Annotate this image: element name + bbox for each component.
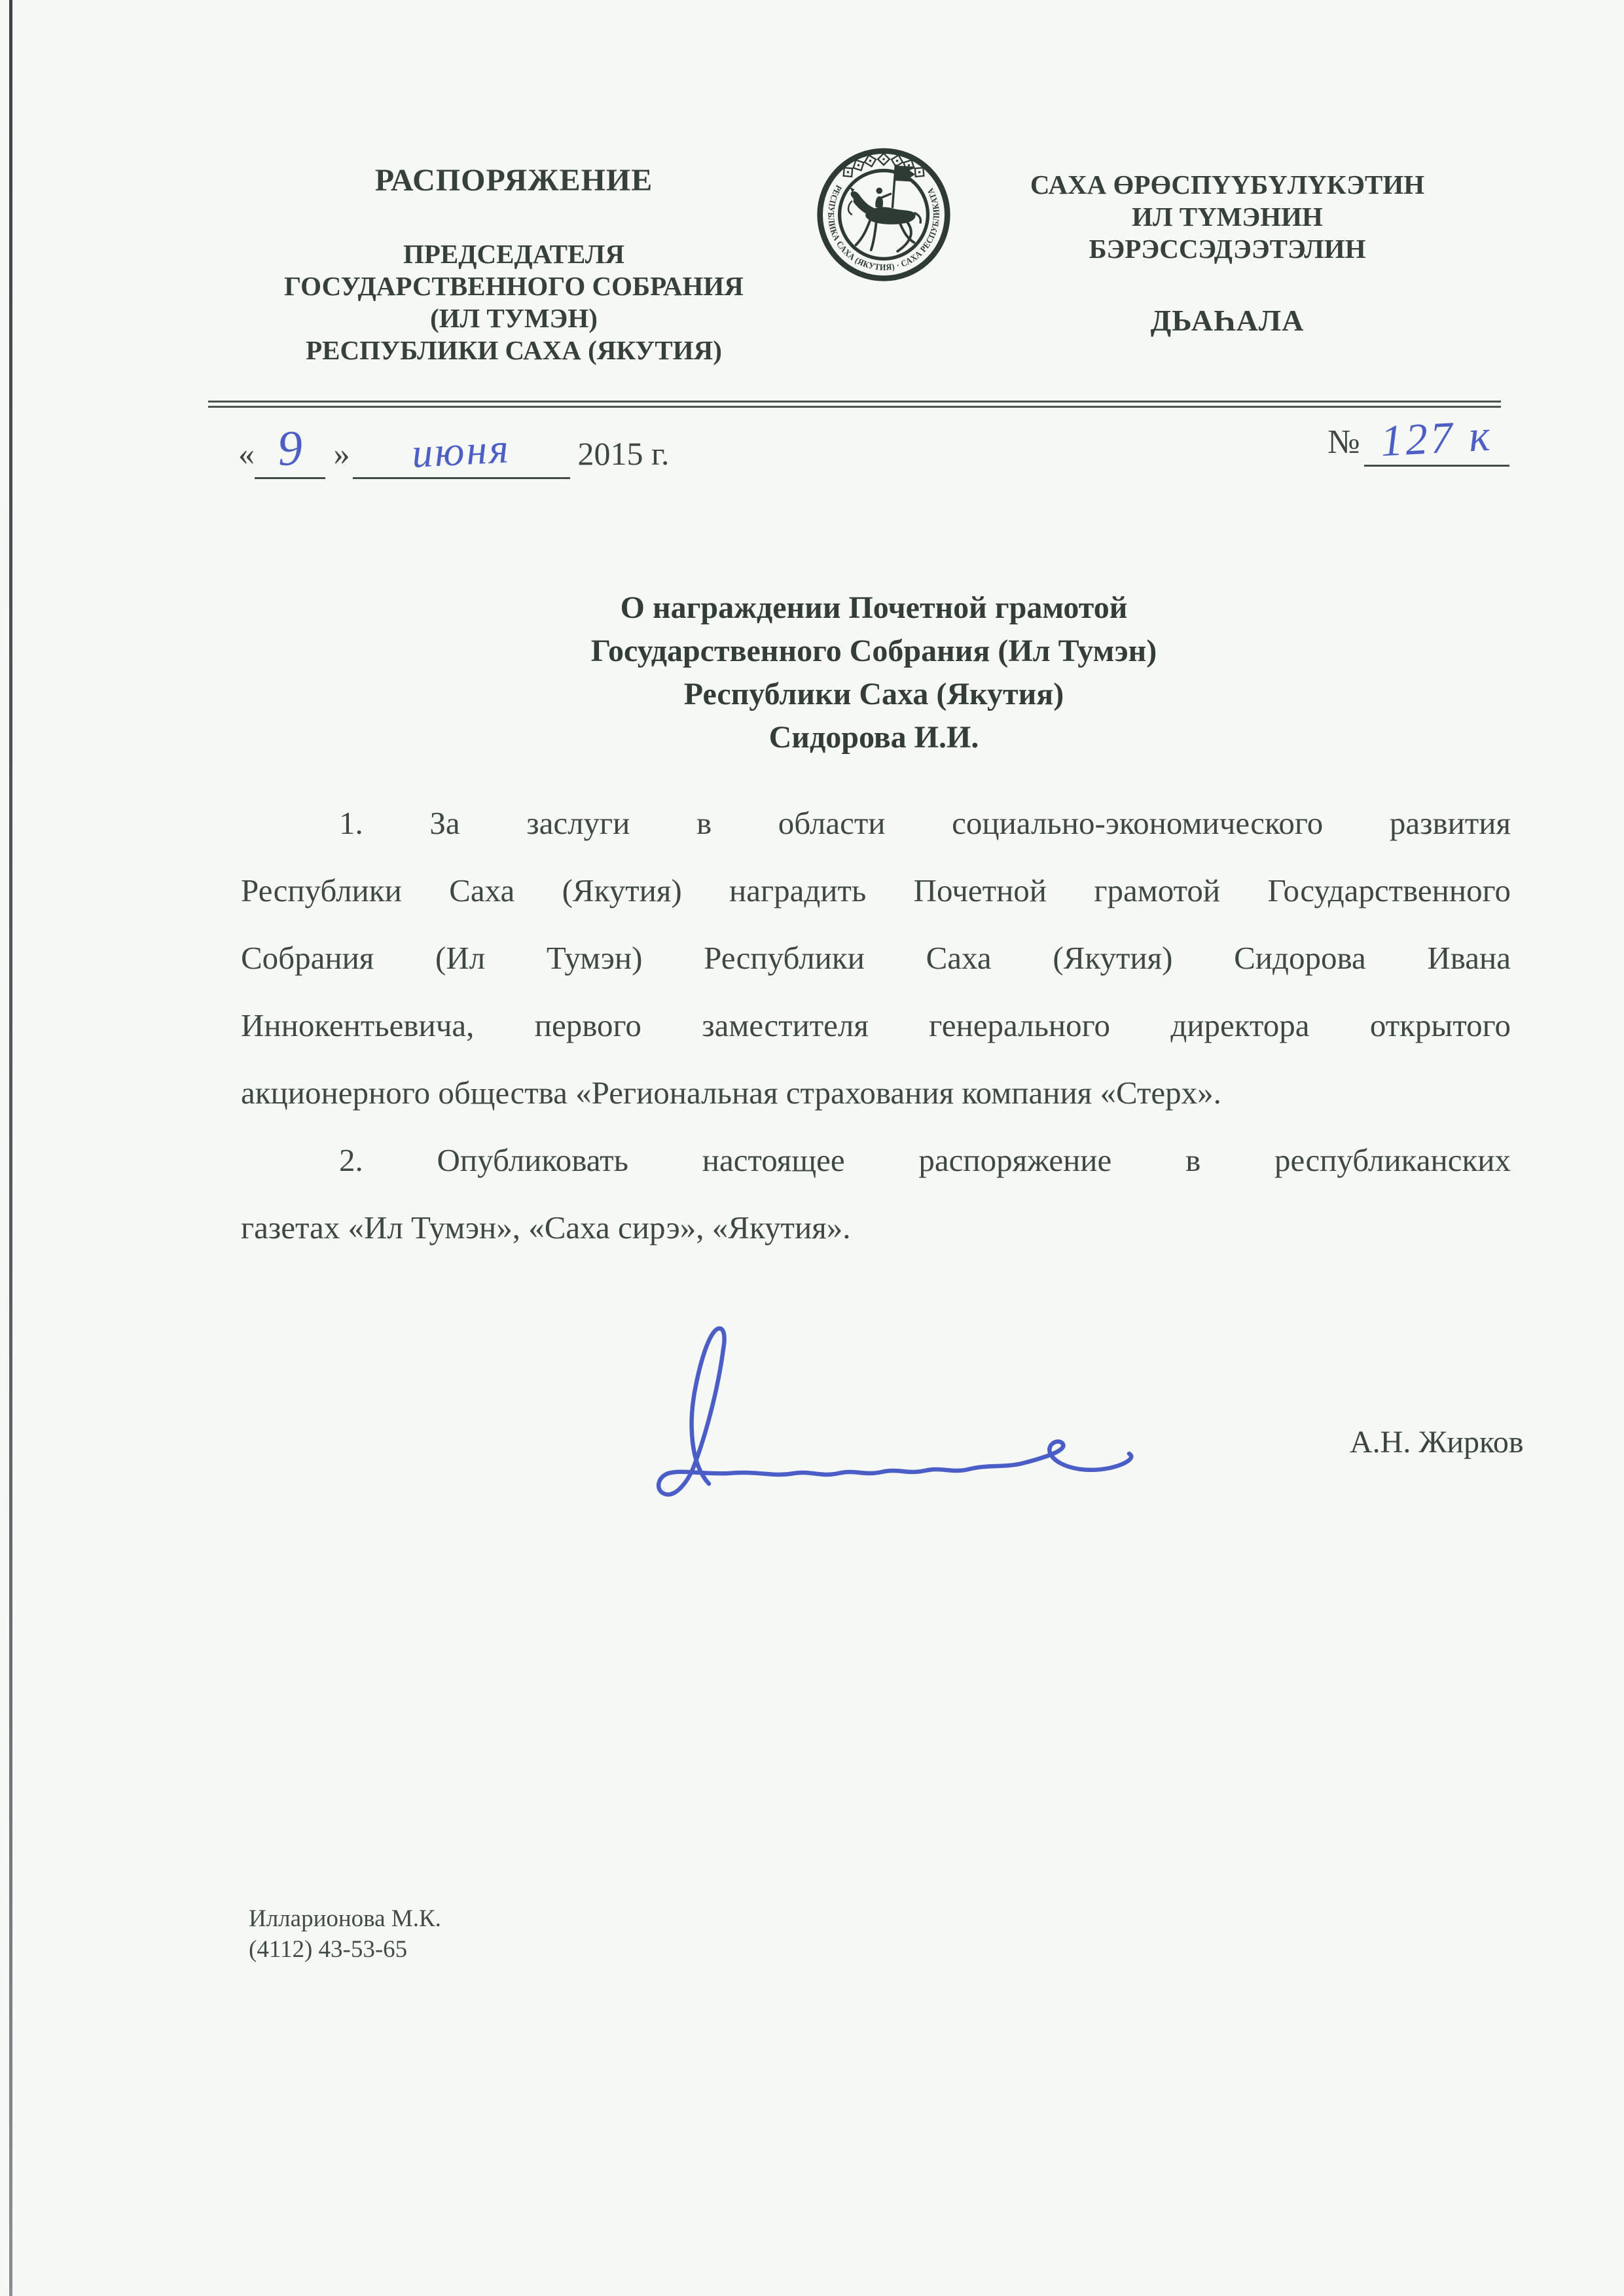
number-slot bbox=[1364, 410, 1509, 467]
document-body bbox=[241, 789, 1511, 1261]
executor-phone: (4112) 43-53-65 bbox=[249, 1936, 408, 1963]
paragraph-2-line: 2. Опубликовать настоящее распоряжение в республиканских bbox=[339, 1142, 1511, 1178]
paragraph-1-line: Собрания (Ил Тумэн) Республики Саха (Якутия) Сидорова Ивана bbox=[241, 940, 1511, 976]
document-number-line bbox=[1327, 410, 1509, 467]
handwritten-month: июня bbox=[410, 425, 512, 476]
document-type-label-sakha: ДЬАҺАЛА bbox=[1150, 304, 1305, 337]
executor-name: Илларионова М.К. bbox=[249, 1905, 441, 1932]
paragraph-1-line: акционерного общества «Региональная страхования компания «Стерх». bbox=[241, 1075, 1221, 1111]
quote-open: « bbox=[238, 435, 255, 472]
state-seal-sakha-republic bbox=[814, 145, 953, 284]
date-line bbox=[238, 420, 670, 479]
issuer-line: РЕСПУБЛИКИ САХА (ЯКУТИЯ) bbox=[306, 335, 722, 365]
issuer-line-sakha: БЭРЭССЭДЭЭТЭЛИН bbox=[1089, 234, 1366, 264]
title-line: Республики Саха (Якутия) bbox=[683, 677, 1064, 711]
quote-close: » bbox=[333, 435, 350, 472]
letterhead-sakha bbox=[962, 169, 1492, 338]
date-month-slot bbox=[353, 425, 570, 479]
issuer-line-sakha: САХА ӨРӨСПҮҮБҮЛҮКЭТИН bbox=[1030, 170, 1425, 200]
executor-contact bbox=[249, 1903, 441, 1965]
seal-ring-text: РЕСПУБЛИКА САХА (ЯКУТИЯ) · САХА РЕСПУБЛИКАТА bbox=[826, 183, 941, 272]
issuer-line: (ИЛ ТУМЭН) bbox=[430, 303, 598, 333]
date-year: 2015 г. bbox=[577, 435, 670, 472]
header-divider-rule bbox=[208, 401, 1501, 408]
handwritten-number: 127 к bbox=[1379, 410, 1494, 466]
document-title bbox=[219, 586, 1528, 759]
letterhead-russian bbox=[190, 164, 838, 367]
number-sign: № bbox=[1327, 423, 1360, 461]
title-line: Сидорова И.И. bbox=[768, 720, 979, 755]
issuer-block-sakha bbox=[962, 169, 1492, 265]
title-line: О награждении Почетной грамотой bbox=[620, 590, 1128, 625]
title-line: Государственного Собрания (Ил Тумэн) bbox=[590, 634, 1157, 668]
paragraph-2-line: газетах «Ил Тумэн», «Саха сирэ», «Якутия». bbox=[241, 1210, 851, 1246]
handwritten-signature bbox=[625, 1312, 1182, 1509]
issuer-line: ПРЕДСЕДАТЕЛЯ bbox=[403, 239, 624, 269]
signature-stroke bbox=[659, 1329, 1131, 1495]
date-day-slot bbox=[255, 420, 325, 479]
issuer-block-russian bbox=[190, 238, 838, 367]
signer-name: А.Н. Жирков bbox=[1350, 1425, 1524, 1460]
paragraph-1-line: Республики Саха (Якутия) наградить Почетной грамотой Государственного bbox=[241, 872, 1511, 908]
paragraph-1-line: 1. За заслуги в области социально-экономического развития bbox=[339, 805, 1511, 841]
issuer-line-sakha: ИЛ ТҮМЭНИН bbox=[1132, 202, 1323, 232]
handwritten-day: 9 bbox=[276, 420, 304, 476]
scan-edge-artifact bbox=[9, 0, 12, 2296]
issuer-line: ГОСУДАРСТВЕННОГО СОБРАНИЯ bbox=[284, 271, 744, 301]
document-type-label: РАСПОРЯЖЕНИЕ bbox=[374, 163, 653, 198]
paragraph-1-line: Иннокентьевича, первого заместителя генерального директора открытого bbox=[241, 1007, 1511, 1043]
